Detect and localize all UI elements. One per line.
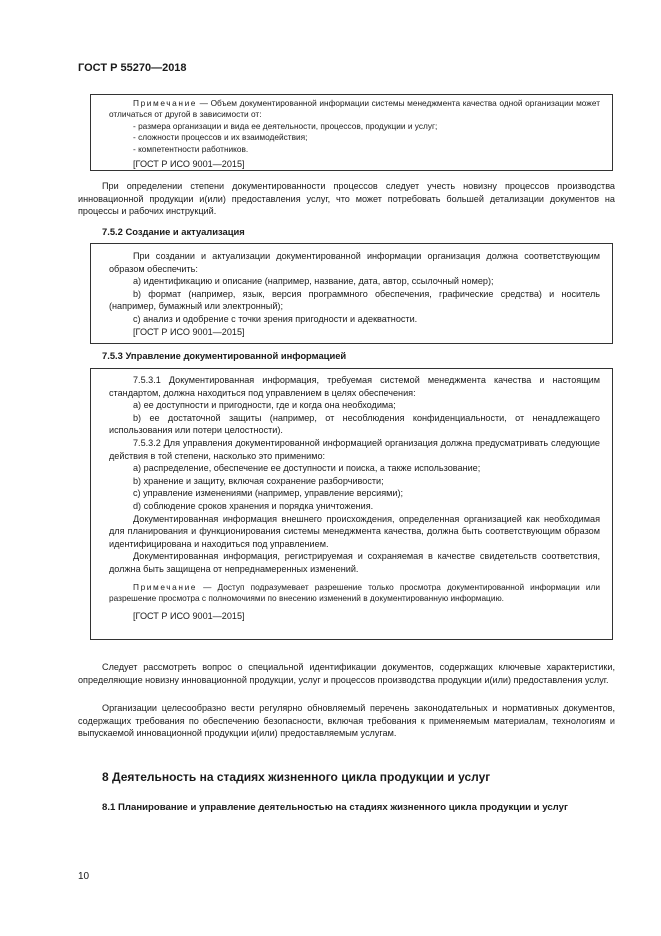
section-heading-8: 8 Деятельность на стадиях жизненного цикла продукции и услуг [102, 770, 491, 784]
list-item: c) анализ и одобрение с точки зрения пригодности и адекватности. [133, 313, 418, 324]
quote-box-7-5-2: При создании и актуализации документированной информации организация должна соответствующим образом обеспечить: а) идентификацию и описание (например, название, дата, автор, ссылочный номер); b) формат (например, язык, версия программного обеспечения, графические средства) и носитель (например, бумажный или электронный); c) анализ и одобрение с точки зрения пригодности и адекватности. [ГОСТ Р ИСО 9001—2015] [90, 243, 613, 344]
list-item: b) формат (например, язык, версия программного обеспечения, графические средства) и носитель (например, бумажный или электронный); [109, 288, 600, 312]
quote-box-7-5-3: 7.5.3.1 Документированная информация, требуемая системой менеджмента качества и настоящим стандартом, должна находиться под управлением в целях обеспечения: а) ее доступности и пригодности, где и когда она необходима; b) ее достаточной защиты (например, от несоблюдения конфиденциальности, от ненадлежащего использования или потери целостности). 7.5.3.2 Для управления документированной информацией организация должна предусматривать следующие действия в той степени, насколько это применимо: а) распределение, обеспечение ее доступности и поиска, а также использование; b) хранение и защиту, включая сохранение разборчивости; c) управление изменениями (например, управление версиями); d) соблюдение сроков хранения и порядка уничтожения. Документированная информация внешнего происхождения, определенная организацией как необходимая для планирования и функционирования системы менеджмента качества, должна быть соответствующим образом идентифицирована и находиться под управлением. Документированная информация, регистрируемая и сохраняемая в качестве свидетельств соответствия, должна быть защищена от непреднамеренных изменений. Примечание — Доступ подразумевает разрешение только просмотра документированной информации или разрешение просмотра с полномочиями по внесению изменений в документированную информацию. [ГОСТ Р ИСО 9001—2015] [90, 368, 613, 640]
list-item: а) ее доступности и пригодности, где и когда она необходима; [133, 400, 396, 411]
list-item: d) соблюдение сроков хранения и порядка уничтожения. [133, 500, 374, 511]
standard-reference: [ГОСТ Р ИСО 9001—2015] [133, 326, 245, 337]
note-text: Примечание — Доступ подразумевает разрешение только просмотра документированной информации или разрешение просмотра с полномочиями по внесению изменений в документированную информацию. [109, 581, 600, 603]
section-heading-7-5-2: 7.5.2 Создание и актуализация [102, 226, 245, 237]
page-number: 10 [78, 871, 90, 882]
list-item: а) распределение, обеспечение ее доступности и поиска, а также использование; [133, 463, 481, 474]
note-item: - размера организации и вида ее деятельности, процессов, продукции и услуг; [133, 120, 438, 131]
note-item: - сложности процессов и их взаимодействия; [133, 132, 308, 143]
list-item: b) ее достаточной защиты (например, от несоблюдения конфиденциальности, от ненадлежащего использования или потери целостности). [109, 412, 600, 436]
standard-reference: [ГОСТ Р ИСО 9001—2015] [133, 159, 245, 170]
paragraph: Следует рассмотреть вопрос о специальной идентификации документов, содержащих ключевые характеристики, определяющие новизну инновационной продукции, услуг и процессов производства продукции и(или) предоставления услуг. [78, 662, 615, 685]
list-item: c) управление изменениями (например, управление версиями); [133, 488, 404, 499]
paragraph: Организации целесообразно вести регулярно обновляемый перечень законодательных и нормативных документов, содержащих требования по обеспечению безопасности, включая требования к применяемым материалам, технологиям и выпускаемой инновационной продукции и(или) предоставляемым услугам. [78, 703, 615, 739]
list-item: а) идентификацию и описание (например, название, дата, автор, ссылочный номер); [133, 276, 494, 287]
note-box-1 [90, 94, 613, 171]
paragraph: При определении степени документированности процессов следует учесть новизну процессов производства инновационной продукции и(или) предоставления услуг, что может потребовать большей детализации документов на процессы и рабочих инструкций. [78, 181, 615, 217]
note-label: Примечание [133, 98, 198, 108]
document-id-header: ГОСТ Р 55270—2018 [78, 62, 187, 74]
note-item: - компетентности работников. [133, 143, 249, 154]
section-heading-7-5-3: 7.5.3 Управление документированной информацией [102, 350, 347, 361]
section-heading-8-1: 8.1 Планирование и управление деятельностью на стадиях жизненного цикла продукции и услуг [102, 802, 568, 813]
note-text: Примечание — Объем документированной информации системы менеджмента качества одной организации может отличаться от другой в зависимости от: [109, 98, 600, 120]
standard-reference: [ГОСТ Р ИСО 9001—2015] [133, 611, 245, 622]
note-label: Примечание [133, 581, 198, 592]
list-item: b) хранение и защиту, включая сохранение разборчивости; [133, 475, 384, 486]
